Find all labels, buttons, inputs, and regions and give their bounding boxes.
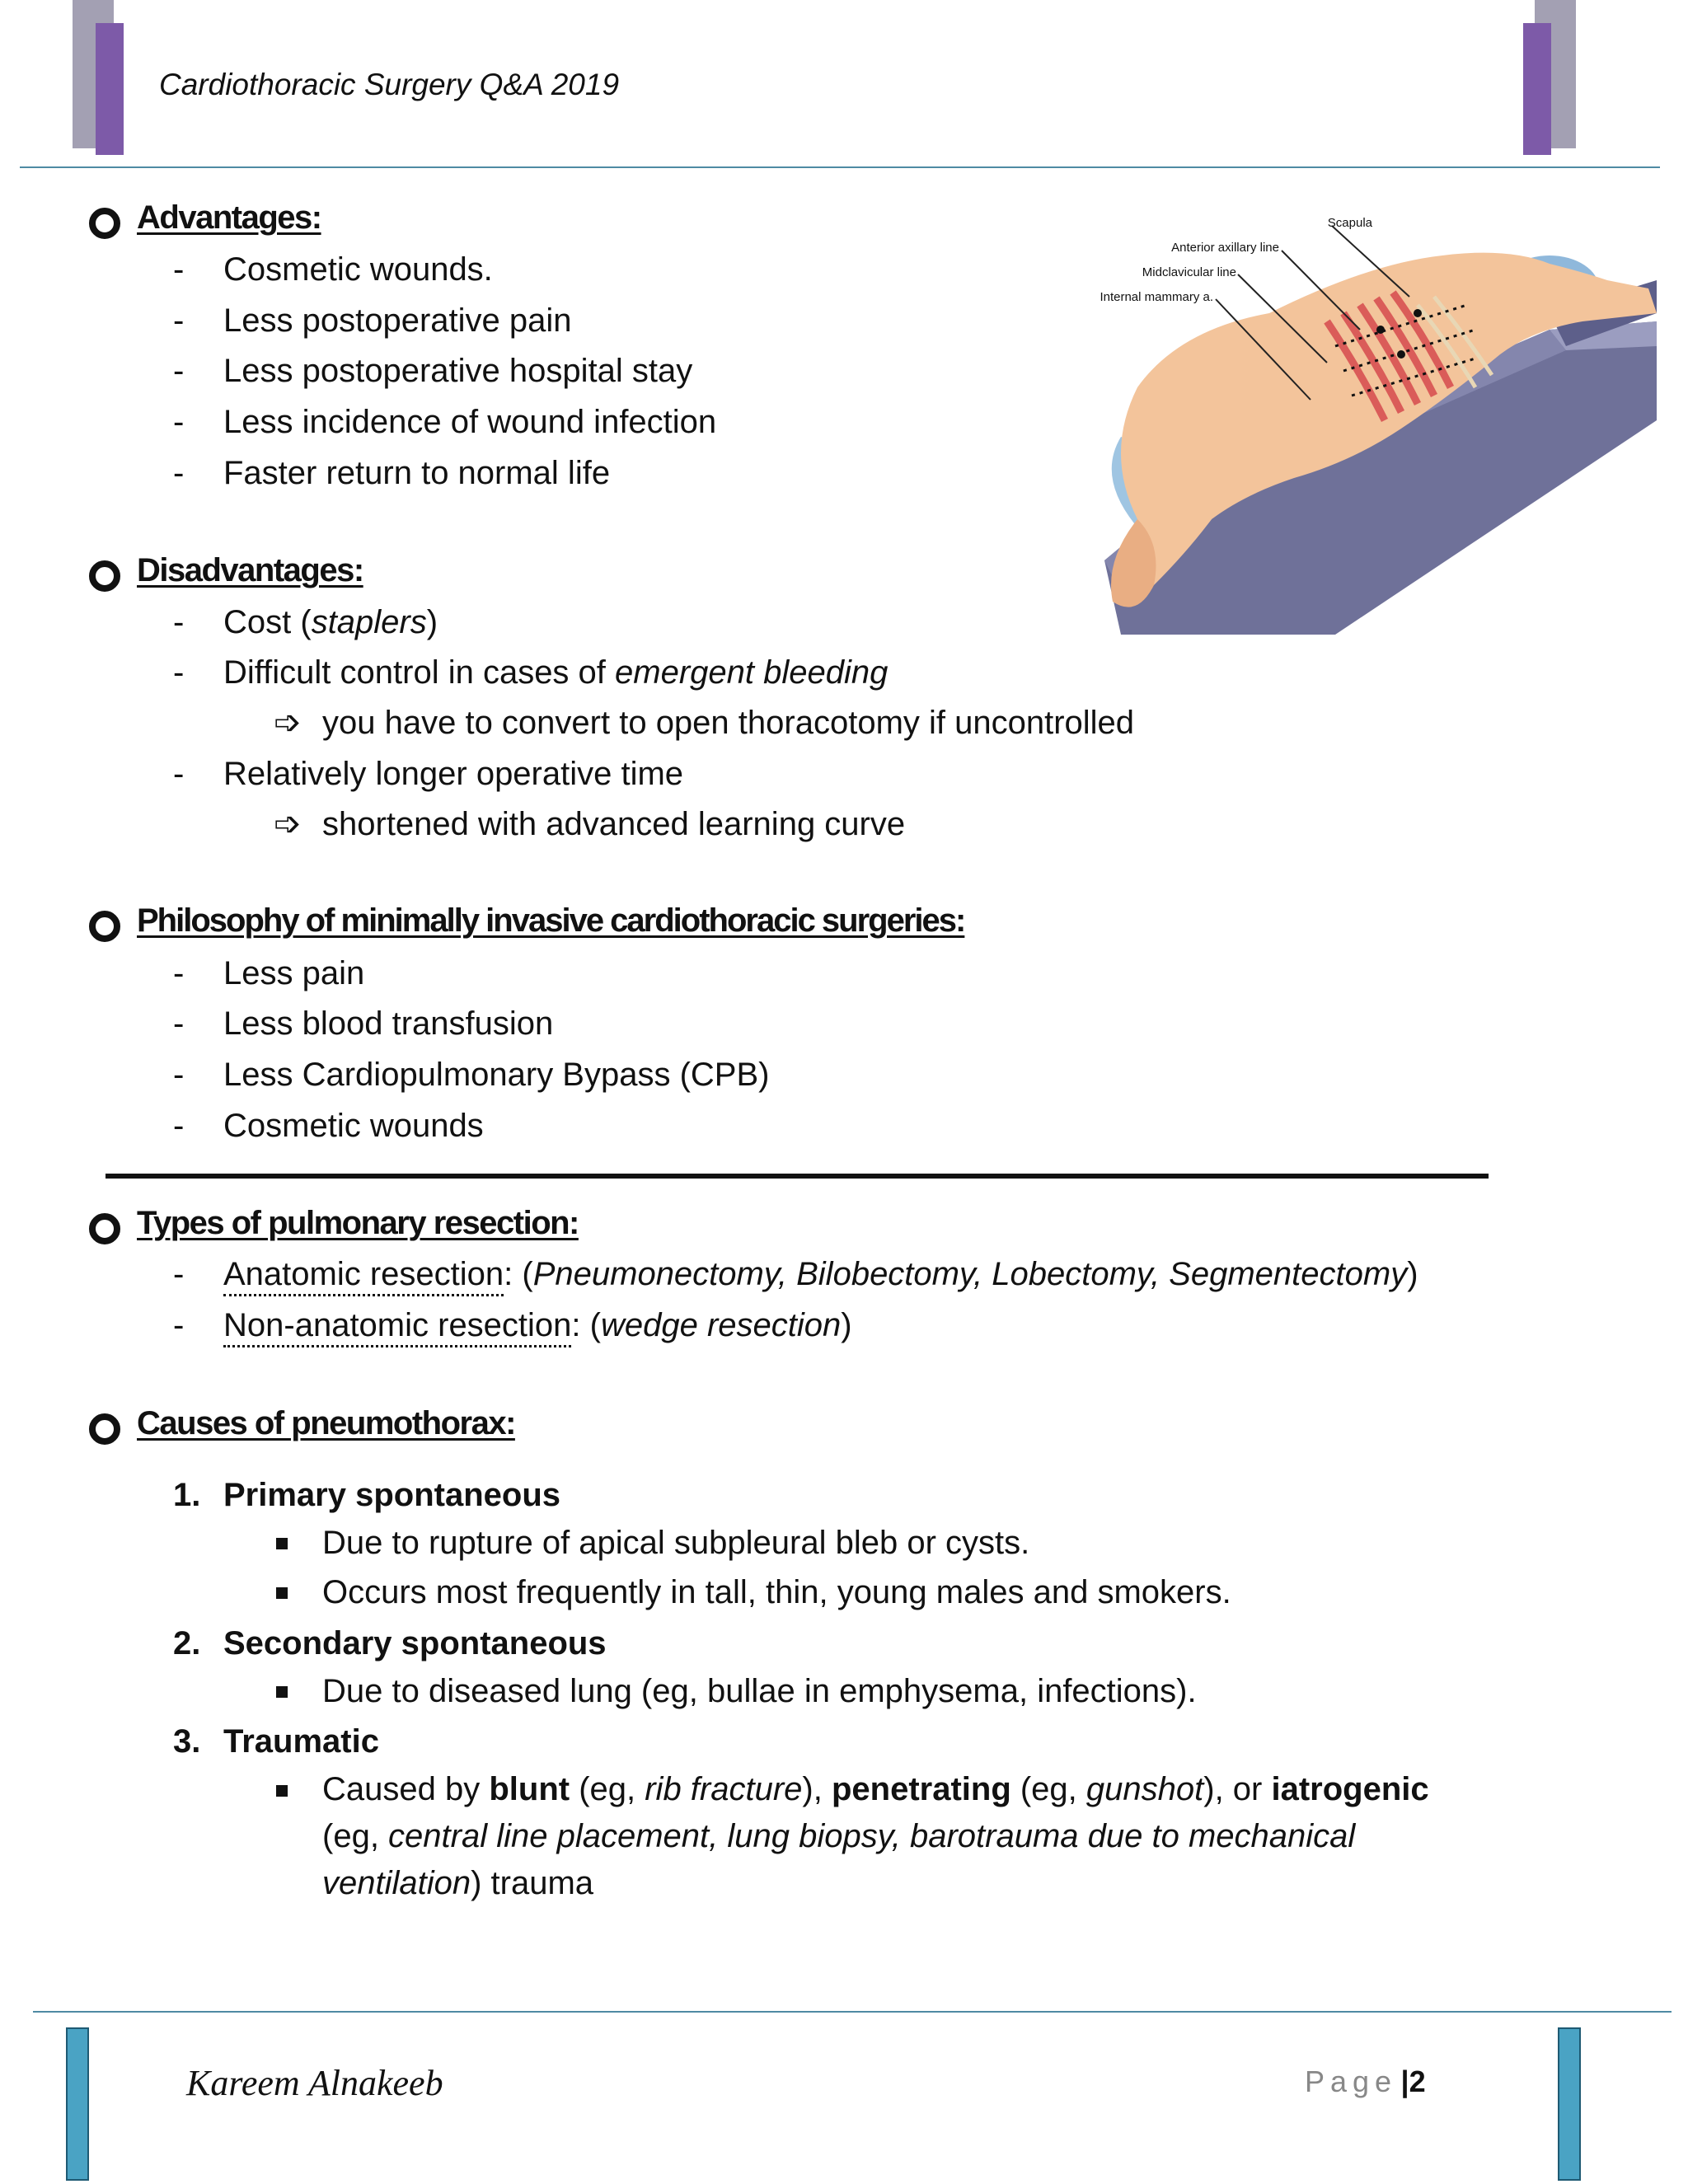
disadvantages-item-time: Relatively longer operative time bbox=[223, 756, 684, 792]
cause-title-primary: Primary spontaneous bbox=[223, 1477, 561, 1513]
footer-decor-left bbox=[66, 2027, 89, 2181]
traumatic-point-line2 bbox=[322, 1818, 1355, 1855]
figure-label-internal-mammary: Internal mammary a. bbox=[1100, 290, 1213, 304]
square-bullet-icon bbox=[276, 1686, 288, 1698]
pneumothorax-heading: Causes of pneumothorax: bbox=[137, 1405, 515, 1441]
advantages-heading: Advantages: bbox=[137, 199, 321, 236]
list-dash: - bbox=[173, 1057, 185, 1093]
bleeding-text: Difficult control in cases of bbox=[223, 654, 616, 691]
list-dash: - bbox=[173, 251, 185, 288]
header-rule bbox=[20, 166, 1660, 168]
resection-heading: Types of pulmonary resection: bbox=[137, 1205, 579, 1241]
cost-close: ) bbox=[426, 604, 438, 640]
tr-text: ), bbox=[802, 1771, 832, 1807]
anatomic-resection-term: Anatomic resection bbox=[223, 1256, 504, 1296]
advantages-item: Less postoperative pain bbox=[223, 302, 572, 339]
cause-number: 1. bbox=[173, 1477, 201, 1513]
tr-text: ) trauma bbox=[471, 1865, 594, 1901]
anatomic-close: ) bbox=[1407, 1256, 1418, 1292]
primary-point: Occurs most frequently in tall, thin, young males and smokers. bbox=[322, 1574, 1231, 1610]
disadvantages-bullet-icon bbox=[89, 560, 120, 592]
list-dash: - bbox=[173, 1256, 185, 1292]
footer-author: Kareem Alnakeeb bbox=[186, 2063, 443, 2103]
bleeding-italic: emergent bleeding bbox=[615, 654, 889, 691]
anatomic-resection-item bbox=[223, 1256, 1418, 1293]
cause-number: 2. bbox=[173, 1625, 201, 1661]
philosophy-item: Less Cardiopulmonary Bypass (CPB) bbox=[223, 1057, 770, 1093]
page-label: Page bbox=[1305, 2064, 1398, 2098]
tr-ventilation: ventilation bbox=[322, 1865, 471, 1901]
footer-rule bbox=[33, 2011, 1672, 2013]
disadvantages-item-cost bbox=[223, 604, 438, 641]
traumatic-point-line3 bbox=[322, 1865, 593, 1902]
cost-text: Cost ( bbox=[223, 604, 312, 640]
tr-iatrogenic: iatrogenic bbox=[1271, 1771, 1429, 1807]
non-anatomic-sep: : ( bbox=[571, 1307, 601, 1343]
list-dash: - bbox=[173, 604, 185, 640]
page-separator: | bbox=[1400, 2064, 1409, 2098]
non-anatomic-resection-item bbox=[223, 1307, 852, 1344]
list-dash: - bbox=[173, 353, 185, 389]
figure-label-midclavicular-line: Midclavicular line bbox=[1142, 265, 1236, 279]
tr-penetrating: penetrating bbox=[831, 1771, 1011, 1807]
philosophy-heading: Philosophy of minimally invasive cardiothoracic surgeries: bbox=[137, 902, 965, 939]
time-note: shortened with advanced learning curve bbox=[322, 806, 906, 842]
document-header-title: Cardiothoracic Surgery Q&A 2019 bbox=[159, 68, 620, 101]
page-indicator bbox=[1305, 2064, 1426, 2099]
header-decor-left-inner bbox=[96, 23, 124, 155]
cause-title-traumatic: Traumatic bbox=[223, 1723, 379, 1760]
list-dash: - bbox=[173, 455, 185, 491]
tr-rib-fracture: rib fracture bbox=[645, 1771, 803, 1807]
resection-bullet-icon bbox=[89, 1213, 120, 1244]
non-anatomic-close: ) bbox=[841, 1307, 852, 1343]
tr-blunt: blunt bbox=[489, 1771, 570, 1807]
section-divider bbox=[106, 1174, 1489, 1179]
advantages-item: Cosmetic wounds. bbox=[223, 251, 493, 288]
square-bullet-icon bbox=[276, 1538, 288, 1549]
advantages-item: Less incidence of wound infection bbox=[223, 404, 717, 440]
tr-iatrogenic-examples: central line placement, lung biopsy, barotrauma due to mechanical bbox=[388, 1818, 1356, 1854]
cost-italic: staplers bbox=[311, 604, 427, 640]
advantages-item: Faster return to normal life bbox=[223, 455, 611, 491]
square-bullet-icon bbox=[276, 1785, 288, 1797]
tr-text: (eg, bbox=[322, 1818, 389, 1854]
page-number: 2 bbox=[1409, 2064, 1426, 2098]
square-bullet-icon bbox=[276, 1587, 288, 1599]
disadvantages-heading: Disadvantages: bbox=[137, 552, 363, 588]
tr-text: (eg, bbox=[1010, 1771, 1086, 1807]
list-dash: - bbox=[173, 1005, 185, 1042]
list-dash: - bbox=[173, 302, 185, 339]
secondary-point: Due to diseased lung (eg, bullae in emphysema, infections). bbox=[322, 1673, 1197, 1709]
philosophy-bullet-icon bbox=[89, 911, 120, 942]
tr-text: ), or bbox=[1203, 1771, 1272, 1807]
list-dash: - bbox=[173, 756, 185, 792]
list-dash: - bbox=[173, 955, 185, 991]
list-dash: - bbox=[173, 654, 185, 691]
primary-point: Due to rupture of apical subpleural bleb or cysts. bbox=[322, 1525, 1030, 1561]
list-dash: - bbox=[173, 404, 185, 440]
non-anatomic-resection-term: Non-anatomic resection bbox=[223, 1307, 571, 1347]
cause-title-secondary: Secondary spontaneous bbox=[223, 1625, 607, 1661]
advantages-bullet-icon bbox=[89, 208, 120, 239]
philosophy-item: Less blood transfusion bbox=[223, 1005, 554, 1042]
anatomic-sep: : ( bbox=[504, 1256, 533, 1292]
bleeding-note: you have to convert to open thoracotomy if uncontrolled bbox=[322, 705, 1135, 741]
list-dash: - bbox=[173, 1307, 185, 1343]
list-dash: - bbox=[173, 1108, 185, 1144]
cause-number: 3. bbox=[173, 1723, 201, 1760]
philosophy-item: Less pain bbox=[223, 955, 365, 991]
disadvantages-item-bleeding bbox=[223, 654, 888, 691]
figure-label-anterior-axillary-line: Anterior axillary line bbox=[1171, 241, 1279, 255]
tr-gunshot: gunshot bbox=[1085, 1771, 1204, 1807]
arrow-icon: ➩ bbox=[274, 705, 302, 741]
tr-text: Caused by bbox=[322, 1771, 490, 1807]
patient-positioning-figure bbox=[1088, 206, 1657, 635]
figure-label-scapula: Scapula bbox=[1327, 216, 1372, 230]
pneumothorax-bullet-icon bbox=[89, 1413, 120, 1445]
advantages-item: Less postoperative hospital stay bbox=[223, 353, 693, 389]
tr-text: (eg, bbox=[570, 1771, 645, 1807]
non-anatomic-examples: wedge resection bbox=[600, 1307, 842, 1343]
arrow-icon: ➩ bbox=[274, 806, 302, 842]
traumatic-point-line1 bbox=[322, 1771, 1429, 1808]
header-decor-right-inner bbox=[1523, 23, 1551, 155]
anatomic-examples: Pneumonectomy, Bilobectomy, Lobectomy, Segmentectomy bbox=[532, 1256, 1408, 1292]
philosophy-item: Cosmetic wounds bbox=[223, 1108, 484, 1144]
footer-decor-right bbox=[1558, 2027, 1581, 2181]
